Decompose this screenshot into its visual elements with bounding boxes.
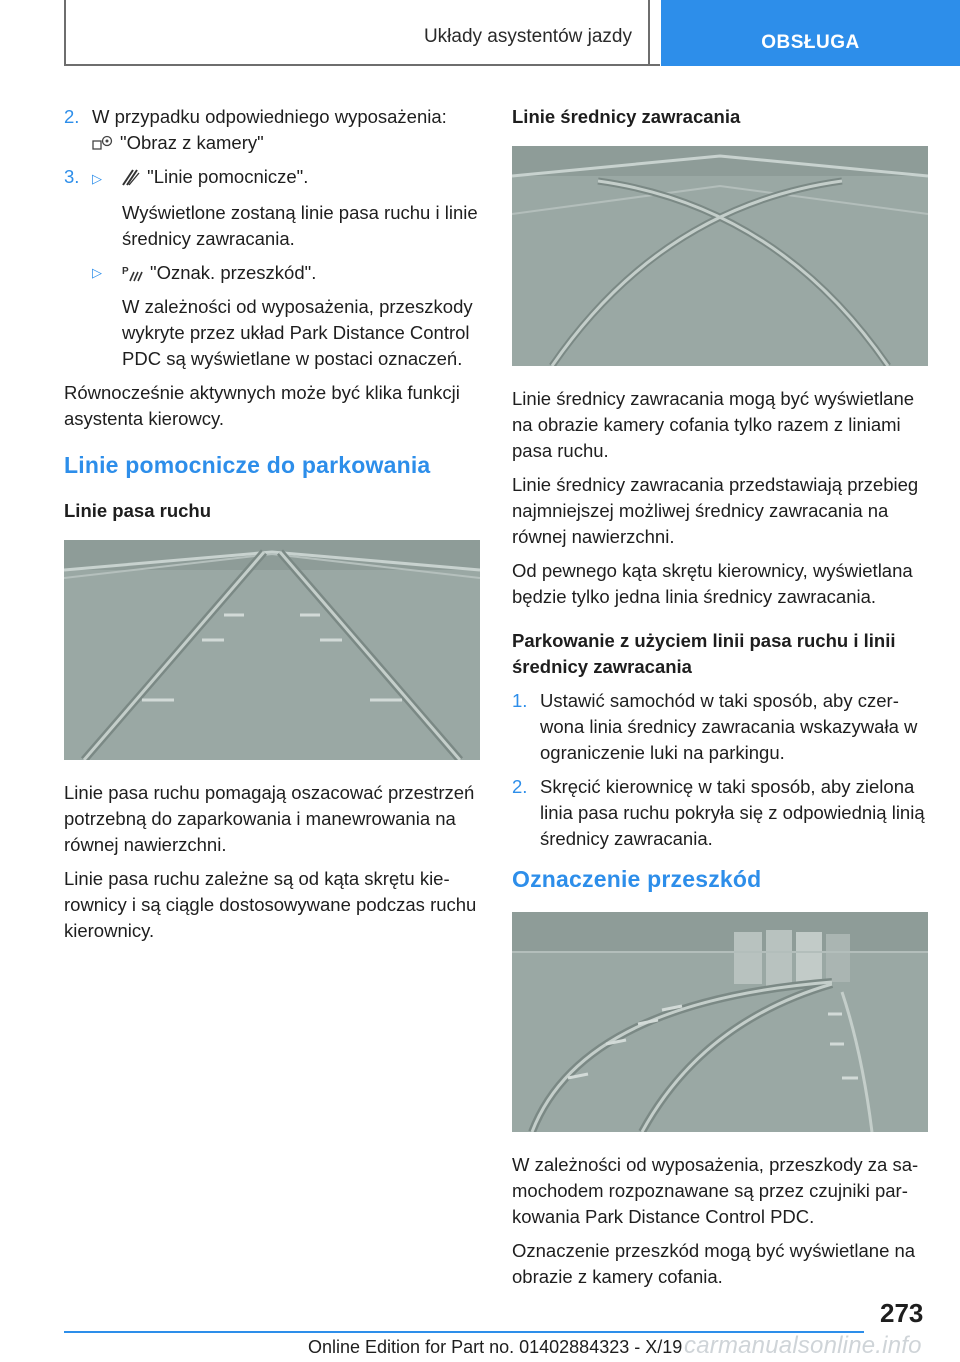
- turning-circle-figure: [512, 146, 928, 366]
- obstacle-marker-description: W zależności od wyposażenia, przeszkody wykryte przez układ Park Distance Control PDC są wyświetlane w postaci oznaczeń.: [122, 296, 473, 369]
- section-title: Układy asystentów jazdy: [423, 26, 632, 47]
- chapter-tab: OBSŁUGA: [661, 0, 960, 66]
- subsection-heading: Linie średnicy zawracania: [512, 106, 741, 127]
- left-column: [64, 104, 480, 952]
- turning-circle-illustration: [512, 146, 928, 366]
- paragraph: Od pewnego kąta skrętu kierownicy, wyświetlana będzie tylko jedna linia średnicy zawracania.: [512, 560, 913, 607]
- svg-text:P: P: [122, 266, 129, 277]
- list-text: Ustawić samochód w taki sposób, aby czerwona linia średnicy zawracania wskazywała w ograniczenie luki na parkingu.: [540, 690, 918, 763]
- lane-lines-illustration: [64, 540, 480, 760]
- paragraph: Linie pasa ruchu zależne są od kąta skrętu kierownicy i są ciągle dostosowywane podczas ruchu kierownicy.: [64, 868, 477, 941]
- guide-lines-label: "Linie pomocnicze".: [147, 166, 309, 187]
- list-text: W przypadku odpowiedniego wyposażenia:: [92, 106, 447, 127]
- camera-settings-icon: [92, 134, 114, 152]
- list-number: 3.: [64, 166, 80, 187]
- obstacle-marker-icon: [122, 264, 144, 282]
- paragraph: Linie średnicy zawracania przedstawiają przebieg najmniejszej możliwej średnicy zawracania na równej nawierzchni.: [512, 474, 919, 547]
- right-column: [512, 104, 928, 1298]
- camera-option-label: "Obraz z kamery": [120, 132, 264, 153]
- header-frame: [64, 0, 650, 66]
- obstacle-marker-label: "Oznak. przeszkód".: [150, 262, 317, 283]
- list-text: Skręcić kierownicę w taki sposób, aby zielona linia pasa ruchu pokryła się z odpowiednią linią średnicy zawracania.: [540, 776, 925, 849]
- list-number: 2.: [64, 106, 80, 127]
- page-number: 273: [880, 1298, 924, 1328]
- lane-lines-figure: [64, 540, 480, 760]
- edition-note: Online Edition for Part no. 01402884323 - X/19: [308, 1337, 683, 1357]
- obstacle-marker-figure: [512, 912, 928, 1132]
- list-number: 2.: [512, 776, 528, 797]
- guide-lines-icon: [119, 168, 141, 186]
- list-item: [64, 164, 480, 192]
- obstacle-marker-illustration: [512, 912, 928, 1132]
- list-item: [512, 688, 928, 766]
- paragraph: Linie pasa ruchu pomagają oszacować przestrzeń potrzebną do zaparkowania i manewrowania na równej nawierzchni.: [64, 782, 475, 855]
- paragraph: Linie średnicy zawracania mogą być wyświetlane na obrazie kamery cofania tylko razem z liniami pasa ruchu.: [512, 388, 915, 461]
- watermark: carmanualsonline.info: [684, 1332, 922, 1359]
- subsection-heading: Linie pasa ruchu: [64, 500, 212, 521]
- header-rule: [64, 64, 660, 66]
- section-heading: Linie pomocnicze do parkowania: [64, 452, 431, 478]
- paragraph: W zależności od wyposażenia, przeszkody za samochodem rozpoznawane są przez czujniki parkowania Park Distance Control PDC.: [512, 1154, 919, 1227]
- section-heading: Oznaczenie przeszkód: [512, 866, 762, 892]
- guide-lines-description: Wyświetlone zostaną linie pasa ruchu i linie średnicy zawracania.: [122, 202, 478, 249]
- paragraph: Oznaczenie przeszkód mogą być wyświetlane na obrazie z kamery cofania.: [512, 1240, 916, 1287]
- triangle-bullet-icon: ▷: [92, 171, 102, 186]
- list-item: [64, 260, 480, 286]
- list-number: 1.: [512, 690, 528, 711]
- list-item: [512, 774, 928, 852]
- subsection-heading: Parkowanie z użyciem linii pasa ruchu i linii średnicy zawracania: [512, 630, 896, 677]
- note-paragraph: Równocześnie aktywnych może być klika funkcji asystenta kierowcy.: [64, 382, 460, 429]
- triangle-bullet-icon: ▷: [92, 265, 102, 280]
- list-item: [64, 104, 480, 156]
